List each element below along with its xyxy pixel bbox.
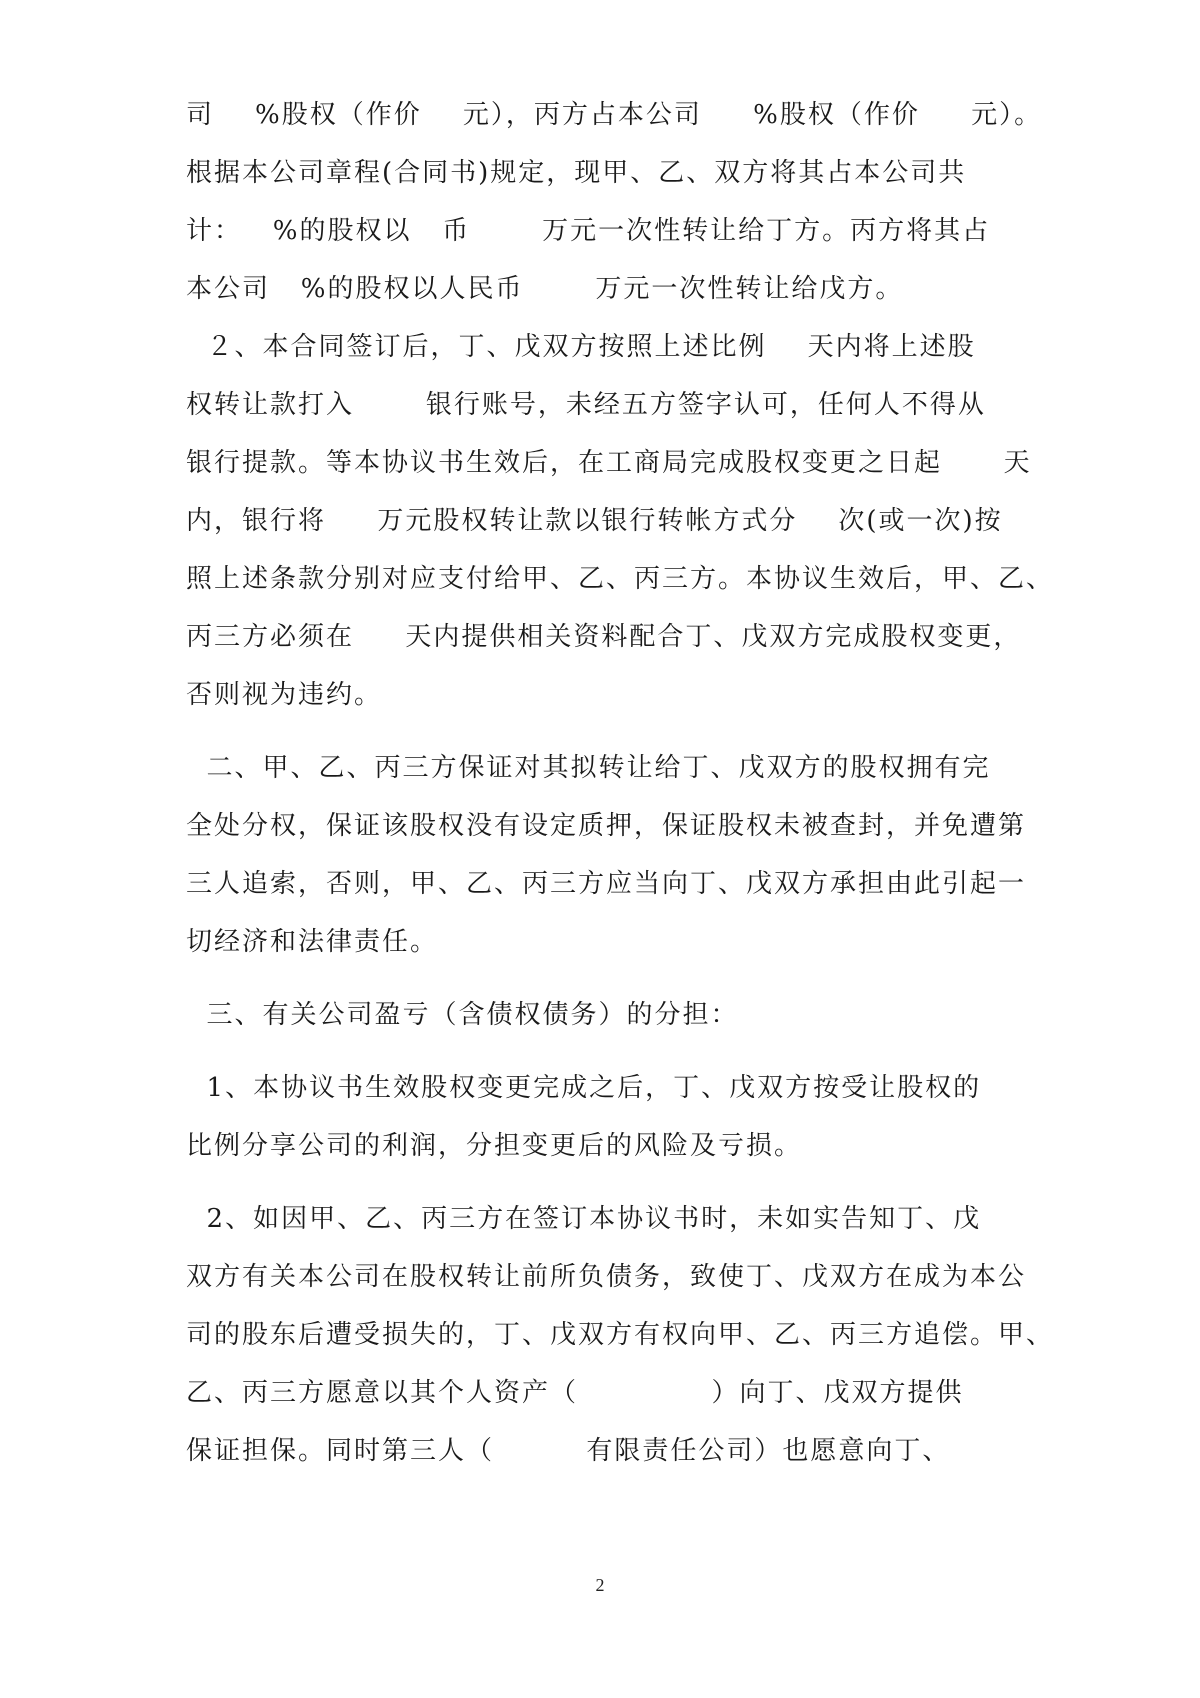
text-line: 银行提款。等本协议书生效后，在工商局完成股权变更之日起 天 [186, 448, 1032, 478]
text-line: 保证担保。同时第三人（ 有限责任公司）也愿意向丁、 [186, 1436, 951, 1466]
text-line: 照上述条款分别对应支付给甲、乙、丙三方。本协议生效后，甲、乙、 [186, 564, 1055, 594]
text-line: 司 %股权（作价 元），丙方占本公司 %股权（作价 元）。 [186, 100, 1043, 130]
text-line: 双方有关本公司在股权转让前所负债务，致使丁、戊双方在成为本公 [186, 1262, 1027, 1292]
text-line: 二、甲、乙、丙三方保证对其拟转让给丁、戊双方的股权拥有完 [186, 753, 991, 783]
text-line: 切经济和法律责任。 [186, 927, 439, 957]
text-line: 权转让款打入 银行账号，未经五方签字认可，任何人不得从 [186, 390, 986, 420]
text-line: 内，银行将 万元股权转让款以银行转帐方式分 次(或一次)按 [186, 506, 1003, 536]
text-line: 全处分权，保证该股权没有设定质押，保证股权未被查封，并免遭第 [186, 811, 1027, 841]
text-line: 2、如因甲、乙、丙三方在签订本协议书时，未如实告知丁、戊 [186, 1204, 982, 1234]
text-line: 计： %的股权以 币 万元一次性转让给丁方。丙方将其占 [186, 216, 991, 246]
text-line: 1、本协议书生效股权变更完成之后，丁、戊双方按受让股权的 [186, 1073, 982, 1103]
text-line: 比例分享公司的利润，分担变更后的风险及亏损。 [186, 1131, 803, 1161]
text-line: 三、有关公司盈亏（含债权债务）的分担： [186, 1000, 739, 1030]
text-line: 乙、丙三方愿意以其个人资产（ ）向丁、戊双方提供 [186, 1378, 964, 1408]
text-line: 否则视为违约。 [186, 680, 383, 710]
text-line: 三人追索，否则，甲、乙、丙三方应当向丁、戊双方承担由此引起一 [186, 869, 1027, 899]
text-line: 司的股东后遭受损失的，丁、戊双方有权向甲、乙、丙三方追偿。甲、 [186, 1320, 1055, 1350]
text-line: 根据本公司章程(合同书)规定，现甲、乙、双方将其占本公司共 [186, 158, 967, 188]
text-line: ２、本合同签订后，丁、戊双方按照上述比例 天内将上述股 [186, 332, 976, 362]
text-line: 本公司 %的股权以人民币 万元一次性转让给戊方。 [186, 274, 904, 304]
text-line: 丙三方必须在 天内提供相关资料配合丁、戊双方完成股权变更， [186, 622, 1022, 652]
page-number: 2 [595, 1575, 605, 1595]
